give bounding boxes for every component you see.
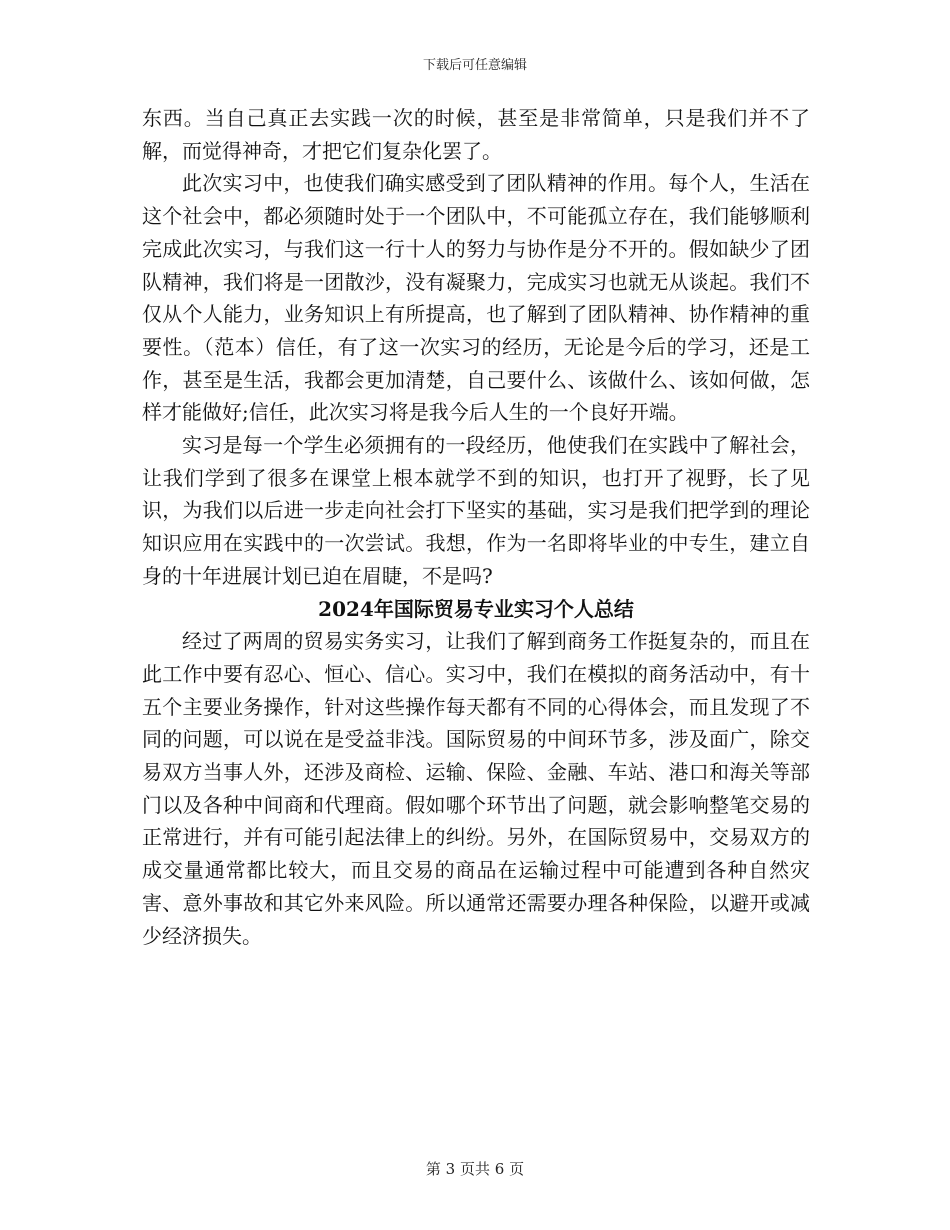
document-body <box>142 102 810 952</box>
paragraph-trade-practice: 经过了两周的贸易实务实习，让我们了解到商务工作挺复杂的，而且在此工作中要有忍心、恒心、信心。实习中，我们在模拟的商务活动中，有十五个主要业务操作，针对这些操作每天都有不同的心得体会，而且发现了不同的问题，可以说在是受益非浅。国际贸易的中间环节多，涉及面广，除交易双方当事人外，还涉及商检、运输、保险、金融、车站、港口和海关等部门以及各种中间商和代理商。假如哪个环节出了问题，就会影响整笔交易的正常进行，并有可能引起法律上的纠纷。另外，在国际贸易中，交易双方的成交量通常都比较大，而且交易的商品在运输过程中可能遭到各种自然灾害、意外事故和其它外来风险。所以通常还需要办理各种保险，以避开或减少经济损失。 <box>142 629 810 948</box>
paragraph-continuation: 东西。当自己真正去实践一次的时候，甚至是非常简单，只是我们并不了解，而觉得神奇，才把它们复杂化罢了。 <box>142 106 810 163</box>
paragraph-internship-experience: 实习是每一个学生必须拥有的一段经历，他使我们在实践中了解社会，让我们学到了很多在课堂上根本就学不到的知识，也打开了视野，长了见识，为我们以后进一步走向社会打下坚实的基础，实习是我们把学到的理论知识应用在实践中的一次尝试。我想，作为一名即将毕业的中专生，建立自身的十年进展计划已迫在眉睫，不是吗? <box>142 433 810 588</box>
page-header: 下载后可任意编辑 <box>422 58 527 73</box>
page-footer: 第 3 页共 6 页 <box>425 1160 525 1178</box>
section-title: 2024年国际贸易专业实习个人总结 <box>318 596 634 621</box>
paragraph-team-spirit: 此次实习中，也使我们确实感受到了团队精神的作用。每个人，生活在这个社会中，都必须随时处于一个团队中，不可能孤立存在，我们能够顺利完成此次实习，与我们这一行十人的努力与协作是分不开的。假如缺少了团队精神，我们将是一团散沙，没有凝聚力，完成实习也就无从谈起。我们不仅从个人能力，业务知识上有所提高，也了解到了团队精神、协作精神的重要性。（范本）信任，有了这一次实习的经历，无论是今后的学习，还是工作，甚至是生活，我都会更加清楚，自己要什么、该做什么、该如何做，怎样才能做好;信任，此次实习将是我今后人生的一个良好开端。 <box>142 171 810 425</box>
